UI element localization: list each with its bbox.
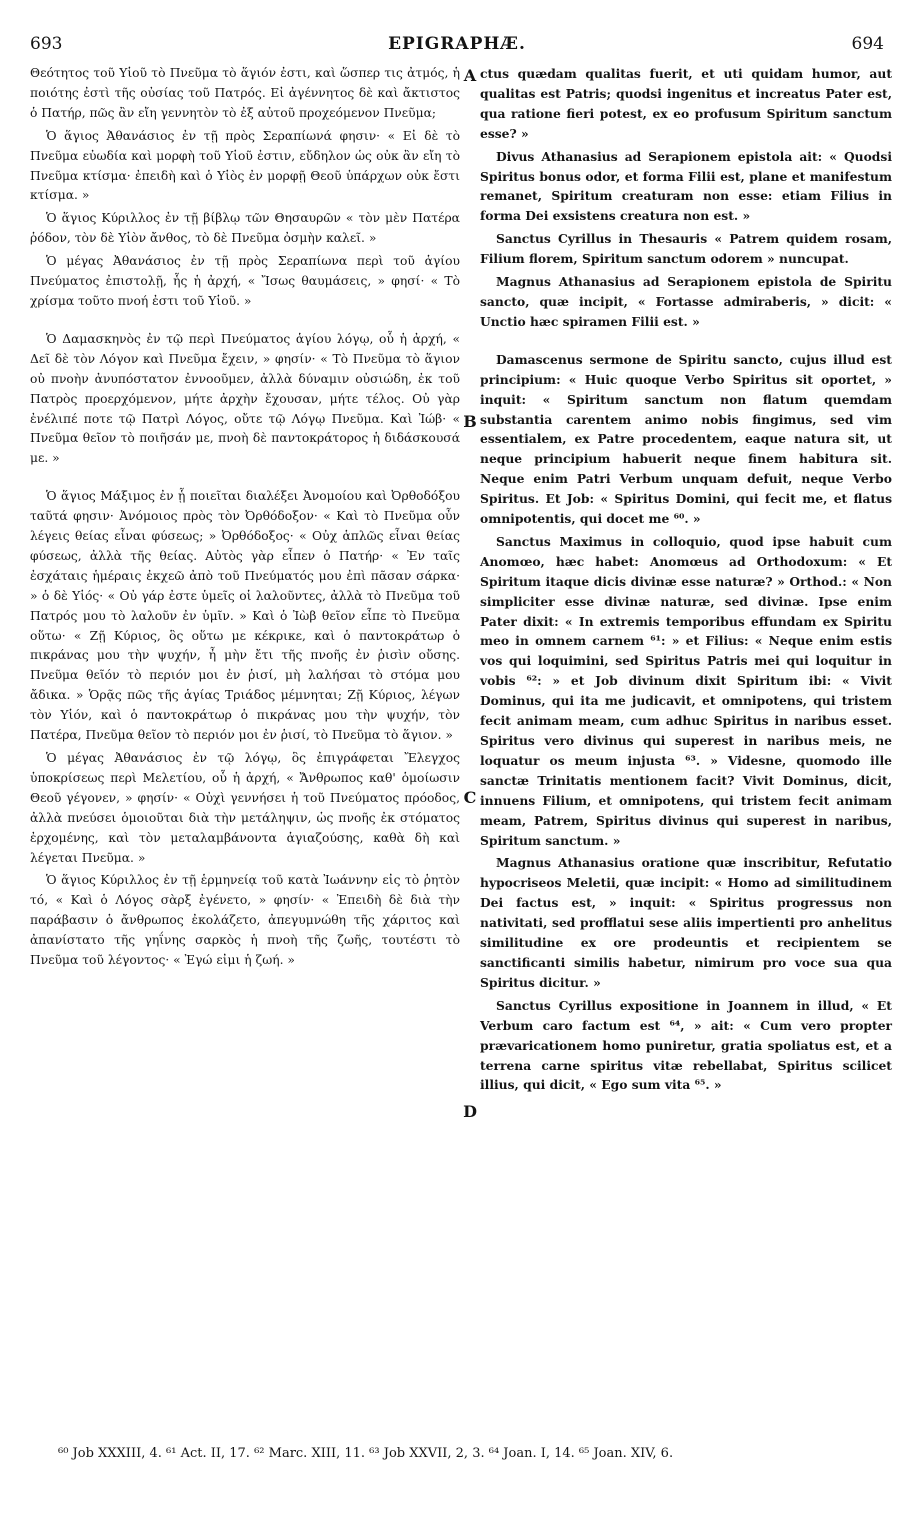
latin-paragraph: Sanctus Cyrillus expositione in Joannem in illud, « Et Verbum caro factum est ⁶⁴, » ait: « Cum vero propter prævaricationem homo puniretur, gratia spoliatus est, et a terrena carne spiritus vitæ rebellabat, Spiritus scilicet illius, qui dicit, « Ego sum vita ⁶⁵. » — [480, 997, 892, 1093]
latin-paragraph: Sanctus Cyrillus in Thesauris « Patrem quidem rosam, Filium florem, Spiritum sanctum odorem » nuncupat. — [480, 231, 892, 267]
latin-column — [480, 64, 892, 1098]
greek-paragraph: Ὁ ἅγιος Ἀθανάσιος ἐν τῇ πρὸς Σεραπίωνά φησιν· « Εἰ δὲ τὸ Πνεῦμα εὐωδία καὶ μορφὴ τοῦ Υἱοῦ ἐστιν, εὔδηλον ὡς οὐκ ἂν εἴη τὸ Πνεῦμα κτίσμα· ἐπειδὴ καὶ ὁ Υἱὸς ἐν μορφῇ Θεοῦ ὑπάρχων οὐκ ἔστι κτίσμα. » — [30, 128, 460, 203]
latin-paragraph: Sanctus Maximus in colloquio, quod ipse habuit cum Anomœo, hæc habet: Anomœus ad Orthodoxum: « Et Spiritum itaque dicis divinæ esse naturæ? » Orthod.: « Non simpliciter esse divinæ naturæ, sed divinæ. Ipse enim Pater dixit: « In extremis temporibus effundam ex Spiritu meo in omnem carnem ⁶¹: » et Filius: « Neque enim estis vos qui loquimini, sed Spiritus Patris mei qui loquitur in vobis ⁶²: » et Job divinum dixit Spiritum ibi: « Vivit Dominus, qui ita me judicavit, et omnipotens, qui tristem fecit animam meam, cum adhuc Spiritus in naribus esset. Spiritus vero divinus qui superest in naribus meis, ne loquatur os meum injusta ⁶³. » Videsne, quomodo ille sanctæ Trinitatis mentionem facit? Vivit Dominus, dicit, innuens Filium, et omnipotens, qui tristem fecit animam meam, Patrem, Spiritus divinus qui superest in naribus, Spiritum sanctum. » — [480, 533, 892, 848]
margin-marker-a: A — [463, 66, 477, 85]
greek-paragraph: Ὁ ἅγιος Κύριλλος ἐν τῇ ἑρμηνείᾳ τοῦ κατὰ Ἰωάννην εἰς τὸ ῥητὸν τό, « Καὶ ὁ Λόγος σὰρξ ἐγένετο, » φησίν· « Ἐπειδὴ δὲ διὰ τὴν παράβασιν ὁ ἄνθρωπος ἐκολάζετο, ἀπεγυμνώθη τῆς χάριτος καὶ ἀπανίστατο τῆς γηΐνης σαρκὸς ἡ πνοὴ τῆς ζωῆς, τουτέστι τὸ Πνεῦμα τοῦ λέγοντος· « Ἐγώ εἰμι ἡ ζωή. » — [30, 873, 460, 968]
page-number-right: 694 — [851, 34, 884, 54]
footnotes: ⁶⁰ Job XXXIII, 4. ⁶¹ Act. II, 17. ⁶² Marc. XIII, 11. ⁶³ Job XXVII, 2, 3. ⁶⁴ Joan. I, 14. ⁶⁵ Joan. XIV, 6. — [58, 1446, 674, 1461]
latin-paragraph: Magnus Athanasius oratione quæ inscribitur, Refutatio hypocriseos Meletii, quæ incipit: « Homo ad similitudinem Dei factus est, » inquit: « Spiritus progressus non nativitati, sed profflatui sese aliis impertienti pro anhelitus similitudine ex ore prodeuntis et recipientem se sanctificanti similis habetur, nimirum pro voce sua qua Spiritus dicitur. » — [480, 855, 892, 990]
margin-marker-d: D — [463, 1102, 477, 1121]
latin-paragraph: Damascenus sermone de Spiritu sancto, cujus illud est principium: « Huic quoque Verbo Spiritus sit oportet, » inquit: « Spiritum sanctum non flatum quemdam substantia carentem animo nobis fingimus, sed vim essentialem, ex Patre procedentem, eaque natura sit, ut neque principium habuerit neque finem habitura sit. Neque enim Patri Verbum unquam defuit, neque Verbo Spiritus. Et Job: « Spiritus Domini, qui fecit me, et flatus omnipotentis, qui docet me ⁶⁰. » — [480, 351, 892, 527]
margin-marker-b: B — [463, 412, 477, 431]
greek-paragraph: Ὁ ἅγιος Κύριλλος ἐν τῇ βίβλῳ τῶν Θησαυρῶν « τὸν μὲν Πατέρα ῥόδον, τὸν δὲ Υἱὸν ἄνθος, τὸ δὲ Πνεῦμα ὀσμὴν καλεῖ. » — [30, 211, 460, 246]
greek-paragraph: Ὁ Δαμασκηνὸς ἐν τῷ περὶ Πνεύματος ἁγίου λόγῳ, οὗ ἡ ἀρχή, « Δεῖ δὲ τὸν Λόγον καὶ Πνεῦμα ἔχειν, » φησίν· « Τὸ Πνεῦμα τὸ ἅγιον οὐ πνοὴν ἀνυπόστατον ἐννοοῦμεν, ἀλλὰ δύναμιν οὐσιώδη, ἐκ τοῦ Πατρὸς προερχόμενον, μήτε ἀρχὴν ἔχουσαν, μήτε τέλος. Οὐ γὰρ ἐνέλιπέ ποτε τῷ Πατρὶ Λόγος, οὔτε τῷ Λόγῳ Πνεῦμα. Καὶ Ἰώβ· « Πνεῦμα θεῖον τὸ ποιῆσάν με, πνοὴ δὲ παντοκράτορος ἡ διδάσκουσά με. » — [30, 331, 460, 466]
latin-paragraph: Divus Athanasius ad Serapionem epistola ait: « Quodsi Spiritus bonus odor, et forma Filii est, plane et manifestum remanet, Spiritum creaturam non esse: etiam Filius in forma Dei exsistens creatura non est. » — [480, 148, 892, 224]
greek-column — [30, 64, 460, 974]
running-title: EPIGRAPHÆ. — [388, 34, 526, 54]
page-header — [30, 34, 884, 58]
greek-paragraph: Ὁ μέγας Ἀθανάσιος ἐν τῇ πρὸς Σεραπίωνα περὶ τοῦ ἁγίου Πνεύματος ἐπιστολῇ, ἧς ἡ ἀρχή, « Ἴσως θαυμάσεις, » φησί· « Τὸ χρίσμα τοῦτο πνοή ἐστι τοῦ Υἱοῦ. » — [30, 254, 460, 308]
margin-marker-c: C — [463, 788, 477, 807]
latin-paragraph: Magnus Athanasius ad Serapionem epistola de Spiritu sancto, quæ incipit, « Fortasse admiraberis, » dicit: « Unctio hæc spiramen Filii est. » — [480, 274, 892, 329]
greek-paragraph: Θεότητος τοῦ Υἱοῦ τὸ Πνεῦμα τὸ ἅγιόν ἐστι, καὶ ὥσπερ τις ἀτμός, ἡ ποιότης ἐστὶ τῆς οὐσίας τοῦ Πατρός. Εἰ ἀγέννητος δὲ καὶ ἄκτιστος ὁ Πατήρ, πῶς ἂν εἴη γεννητὸν τὸ ἐξ αὐτοῦ προχεόμενον Πνεῦμα; — [30, 66, 460, 120]
greek-paragraph: Ὁ ἅγιος Μάξιμος ἐν ᾗ ποιεῖται διαλέξει Ἀνομοίου καὶ Ὀρθοδόξου ταῦτά φησιν· Ἀνόμοιος πρὸς τὸν Ὀρθόδοξον· « Καὶ τὸ Πνεῦμα οὖν λέγεις θείας εἶναι φύσεως; » Ὀρθόδοξος· « Οὐχ ἁπλῶς εἶναι θείας φύσεως, ἀλλὰ τῆς θείας. Αὐτὸς γὰρ εἶπεν ὁ Πατήρ· « Ἐν ταῖς ἐσχάταις ἡμέραις ἐκχεῶ ἀπὸ τοῦ Πνεύματός μου ἐπὶ πᾶσαν σάρκα· » ὁ δὲ Υἱός· « Οὐ γάρ ἐστε ὑμεῖς οἱ λαλοῦντες, ἀλλὰ τὸ Πνεῦμα τοῦ Πατρός μου τὸ λαλοῦν ἐν ὑμῖν. » Καὶ ὁ Ἰὼβ θεῖον εἶπε τὸ Πνεῦμα οὕτω· « Ζῇ Κύριος, ὃς οὕτω με κέκρικε, καὶ ὁ παντοκράτωρ ὁ πικράνας μου τὴν ψυχήν, ἦ μὴν ἔτι τῆς πνοῆς ἐν ῥισὶν οὔσης. Πνεῦμα θεῖόν τὸ περιόν μοι ἐν ῥισί, μὴ λαλήσαι τὸ στόμα μου ἄδικα. » Ὁρᾷς πῶς τῆς ἁγίας Τριάδος μέμνηται; Ζῇ Κύριος, λέγων τὸν Υἱόν, καὶ ὁ παντοκράτωρ ὁ πικράνας μου τὴν ψυχήν, τὸν Πατέρα, Πνεῦμα θεῖον τὸ περιόν μοι ἐν ῥισί, τὸ Πνεῦμα τὸ ἅγιον. » — [30, 489, 460, 743]
greek-paragraph: Ὁ μέγας Ἀθανάσιος ἐν τῷ λόγῳ, ὃς ἐπιγράφεται Ἔλεγχος ὑποκρίσεως περὶ Μελετίου, οὗ ἡ ἀρχή, « Ἄνθρωπος καθ' ὁμοίωσιν Θεοῦ γέγονεν, » φησίν· « Οὐχὶ γεννήσει ἡ τοῦ Πνεύματος πρόοδος, ἀλλὰ πνεύσει ὁμοιοῦται διὰ τὴν μετάληψιν, ὡς πνοῆς ἐκ στόματος ἐρχομένης, καὶ τὸν μεταλαμβάνοντα ἁγιαζούσης, καθὰ δὴ καὶ λέγεται Πνεῦμα. » — [30, 751, 460, 865]
latin-paragraph: ctus quædam qualitas fuerit, et uti quidam humor, aut qualitas est Patris; quodsi ingenitus et increatus Pater est, qua ratione fieri potest, ex eo profusum Spiritum sanctum esse? » — [480, 66, 892, 141]
page-number-left: 693 — [30, 34, 63, 54]
